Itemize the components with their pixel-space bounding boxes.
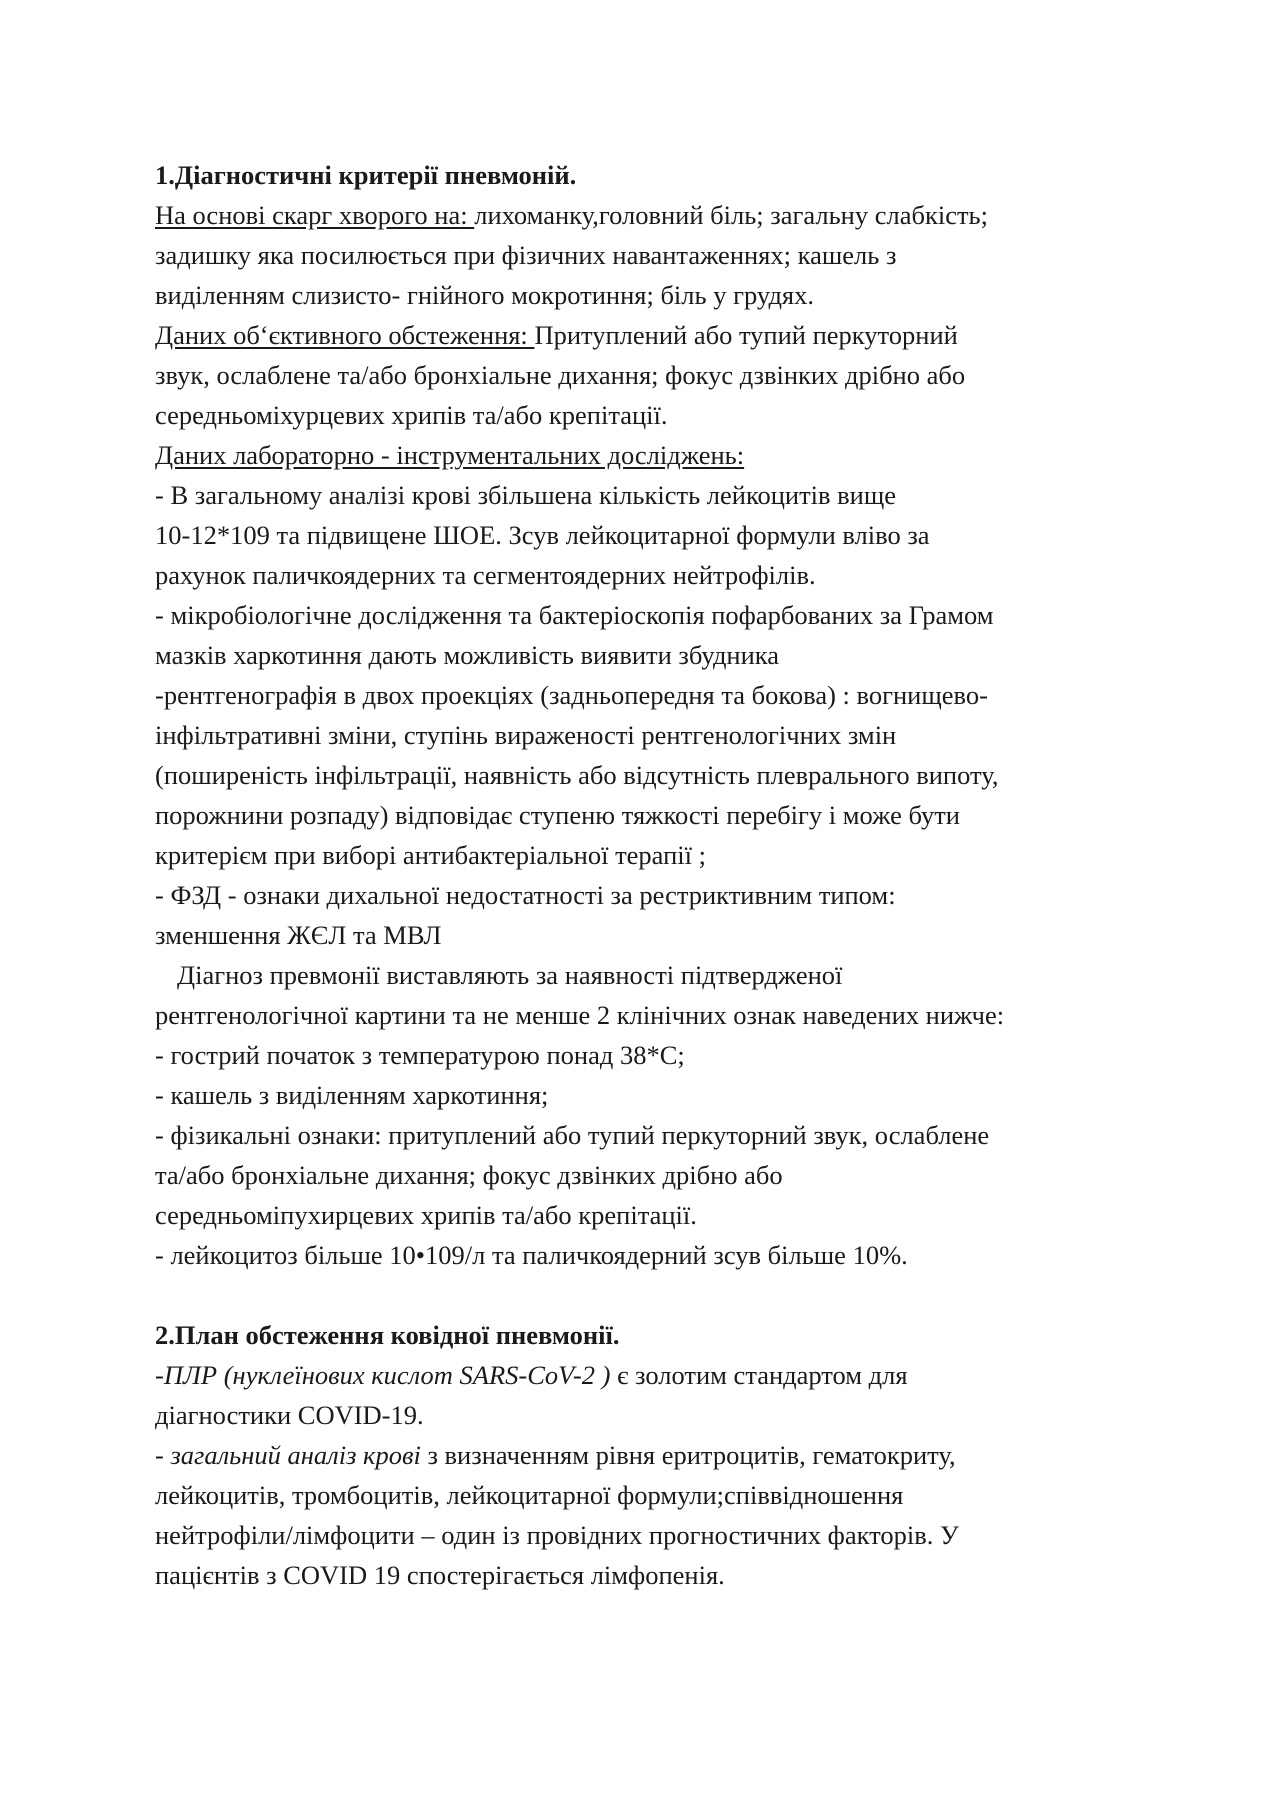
objective-paragraph-line-1: [155, 315, 1155, 355]
document-body: [155, 155, 1155, 1595]
complaints-paragraph-line-1: [155, 195, 1155, 235]
lab-label: Даних лабораторно - інструментальних досліджень:: [155, 440, 745, 470]
complaints-text-1: лихоманку,головний біль; загальну слабкість;: [474, 200, 988, 230]
lab-line: інфільтративні зміни, ступінь вираженості рентгенологічних змін: [155, 720, 897, 750]
section-2-heading: 2.План обстеження ковідної пневмонії.: [155, 1320, 620, 1350]
objective-text-1: Притуплений або тупий перкуторний: [534, 320, 958, 350]
pcr-text: є золотим стандартом для: [617, 1360, 908, 1390]
lab-line: - В загальному аналізі крові збільшена кількість лейкоцитів вище: [155, 480, 897, 510]
lab-line: - мікробіологічне дослідження та бактеріоскопія пофарбованих за Грамом: [155, 600, 994, 630]
objective-text-2: звук, ослаблене та/або бронхіальне дихання; фокус дзвінких дрібно або: [155, 360, 966, 390]
cbc-line: нейтрофіли/лімфоцити – один із провідних прогностичних факторів. У: [155, 1520, 959, 1550]
diagnosis-line: - гострий початок з температурою понад 38*С;: [155, 1040, 685, 1070]
complaints-text-3: виділенням слизисто- гнійного мокротиння; біль у грудях.: [155, 280, 814, 310]
lab-line: порожнини розпаду) відповідає ступеню тяжкості перебігу і може бути: [155, 800, 960, 830]
objective-text-3: середньоміхурцевих хрипів та/або крепітації.: [155, 400, 668, 430]
lab-line: - ФЗД - ознаки дихальної недостатності за рестриктивним типом:: [155, 880, 896, 910]
cbc-italic-text: загальний аналіз крові: [170, 1440, 421, 1470]
lab-line: мазків харкотиння дають можливість виявити збудника: [155, 640, 780, 670]
complaints-text-2: задишку яка посилюється при фізичних навантаженнях; кашель з: [155, 240, 897, 270]
diagnosis-line: - лейкоцитоз більше 10•109/л та паличкоядерний зсув більше 10%.: [155, 1240, 908, 1270]
diagnosis-line: - фізикальні ознаки: притуплений або тупий перкуторний звук, ослаблене: [155, 1120, 990, 1150]
diagnosis-line: середньоміпухирцевих хрипів та/або крепітації.: [155, 1200, 697, 1230]
complaints-label: На основі скарг хворого на:: [155, 200, 475, 230]
diagnosis-line: - кашель з виділенням харкотиння;: [155, 1080, 549, 1110]
diagnosis-line: Діагноз превмонії виставляють за наявності підтвердженої: [177, 960, 843, 990]
cbc-line: пацієнтів з COVID 19 спостерігається лімфопенія.: [155, 1560, 725, 1590]
lab-line: -рентгенографія в двох проекціях (задньопередня та бокова) : вогнищево-: [155, 680, 988, 710]
pcr-line-2: діагностики COVID-19.: [155, 1400, 424, 1430]
objective-label: Даних об‘єктивного обстеження:: [155, 320, 535, 350]
cbc-prefix: -: [155, 1440, 171, 1470]
cbc-text: з визначенням рівня еритроцитів, гематокриту,: [420, 1440, 956, 1470]
lab-line: критерієм при виборі антибактеріальної терапії ;: [155, 840, 706, 870]
lab-line: рахунок паличкоядерних та сегментоядерних нейтрофілів.: [155, 560, 816, 590]
lab-line: зменшення ЖЄЛ та МВЛ: [155, 920, 442, 950]
pcr-line-1: [155, 1355, 1155, 1395]
diagnosis-line: рентгенологічної картини та не менше 2 клінічних ознак наведених нижче:: [155, 1000, 1005, 1030]
cbc-line: лейкоцитів, тромбоцитів, лейкоцитарної формули;співвідношення: [155, 1480, 904, 1510]
lab-line: (поширеність інфільтрації, наявність або відсутність плеврального випоту,: [155, 760, 999, 790]
blank-line: [155, 1275, 1155, 1315]
pcr-italic-text: -ПЛР (нуклеїнових кислот SARS-CoV-2 ): [155, 1360, 618, 1390]
diagnosis-line: та/або бронхіальне дихання; фокус дзвінких дрібно або: [155, 1160, 783, 1190]
cbc-line-1: [155, 1435, 1155, 1475]
section-1-heading: 1.Діагностичні критерії пневмоній.: [155, 160, 577, 190]
lab-line: 10-12*109 та підвищене ШОЕ. Зсув лейкоцитарної формули вліво за: [155, 520, 930, 550]
